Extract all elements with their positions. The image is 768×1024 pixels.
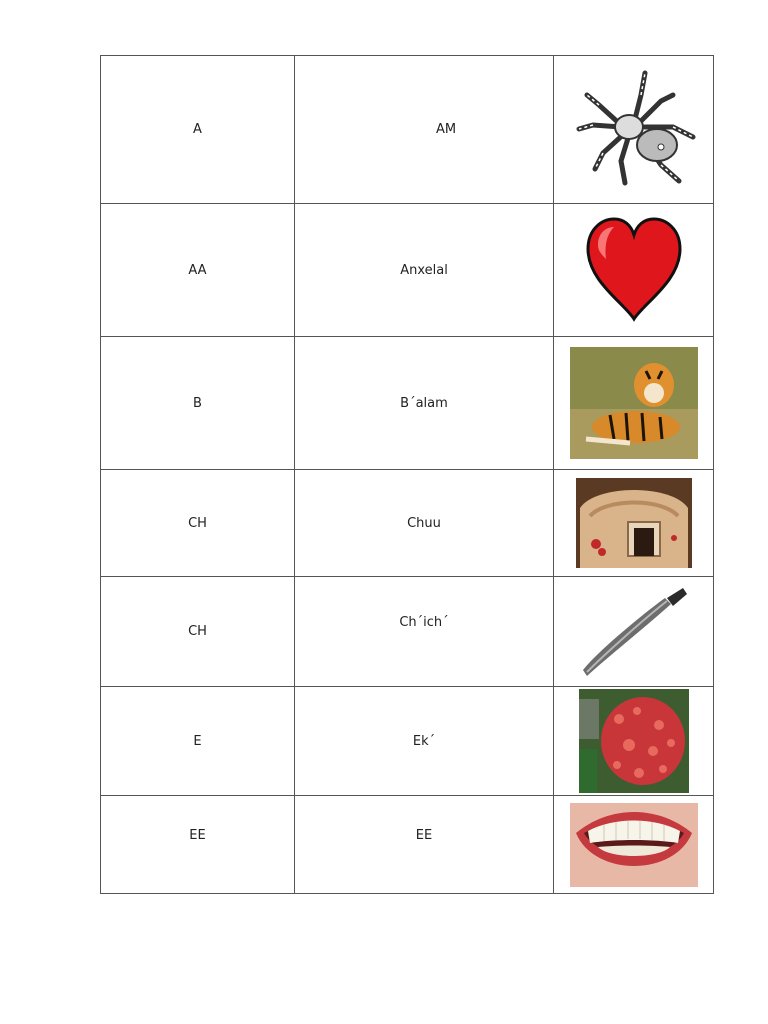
letter-cell: EE [101,796,295,894]
clay-oven-photo-icon [576,478,692,568]
alphabet-vocabulary-table [100,55,714,894]
picture-cell [554,687,714,796]
letter-cell: B [101,337,295,470]
table-row [101,56,714,204]
machete-icon [579,586,689,678]
letter-cell: CH [101,470,295,577]
red-heart-icon [584,215,684,325]
table-row [101,687,714,796]
letter-cell: E [101,687,295,796]
letter-cell: CH [101,577,295,687]
word-cell: AM [295,56,554,204]
picture-cell [554,577,714,687]
picture-cell [554,337,714,470]
word-cell: B´alam [295,337,554,470]
tiger-photo-icon [570,347,698,459]
table-row [101,796,714,894]
word-cell: Chuu [295,470,554,577]
letter-cell: AA [101,204,295,337]
table-row [101,204,714,337]
letter-cell: A [101,56,295,204]
word-cell: Anxelal [295,204,554,337]
tarantula-sketch-icon [569,65,699,195]
word-cell: Ch´ich´ [295,577,554,687]
red-flower-plant-photo-icon [579,689,689,793]
table-row [101,577,714,687]
picture-cell [554,56,714,204]
smiling-teeth-photo-icon [570,803,698,887]
word-cell: Ek´ [295,687,554,796]
table-row [101,470,714,577]
table-row [101,337,714,470]
word-cell: EE [295,796,554,894]
picture-cell [554,470,714,577]
picture-cell [554,796,714,894]
picture-cell [554,204,714,337]
